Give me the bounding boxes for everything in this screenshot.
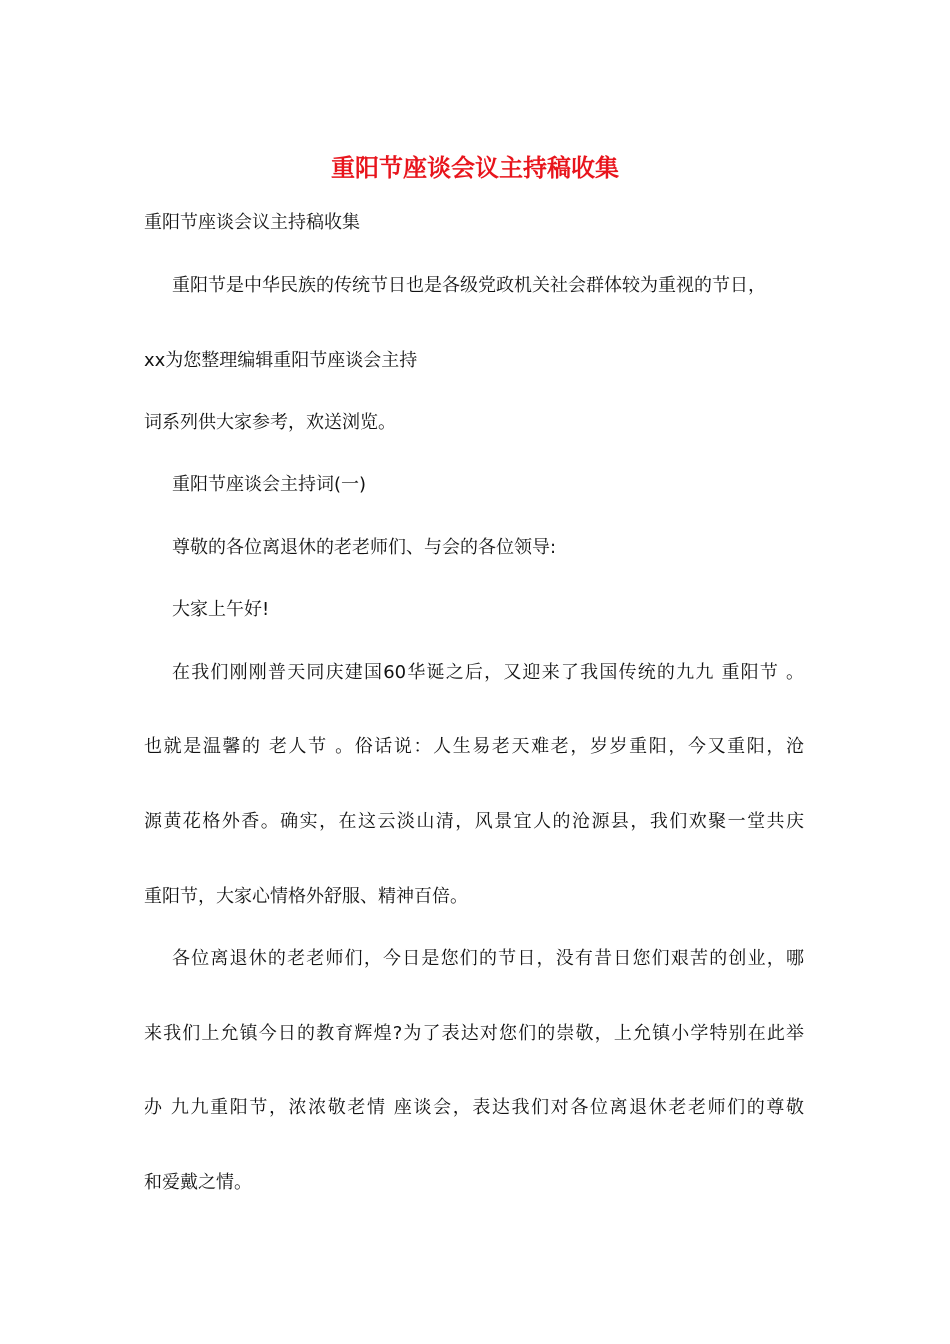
paragraph-line-11: 各位离退休的老老师们，今日是您们的节日，没有昔日您们艰苦的创业，哪	[172, 948, 804, 969]
paragraph-line-3: 词系列供大家参考，欢送浏览。	[144, 412, 396, 433]
paragraph-line-13: 办 九九重阳节，浓浓敬老情 座谈会，表达我们对各位离退休老老师们的尊敬	[144, 1097, 804, 1118]
paragraph-line-1: 重阳节是中华民族的传统节日也是各级党政机关社会群体较为重视的节日，	[172, 275, 766, 296]
paragraph-line-8: 也就是温馨的 老人节 。俗话说：人生易老天难老，岁岁重阳，今又重阳，沧	[144, 736, 804, 757]
paragraph-line-10: 重阳节，大家心情格外舒服、精神百倍。	[144, 886, 468, 907]
section-heading: 重阳节座谈会主持词(一)	[172, 474, 367, 495]
paragraph-line-2: xx为您整理编辑重阳节座谈会主持	[144, 350, 418, 371]
document-title: 重阳节座谈会议主持稿收集	[331, 154, 619, 182]
document-subtitle: 重阳节座谈会议主持稿收集	[144, 212, 360, 233]
paragraph-line-9: 源黄花格外香。确实，在这云淡山清，风景宜人的沧源县，我们欢聚一堂共庆	[144, 811, 804, 832]
paragraph-line-12: 来我们上允镇今日的教育辉煌?为了表达对您们的崇敬，上允镇小学特别在此举	[144, 1023, 804, 1044]
paragraph-line-14: 和爱戴之情。	[144, 1172, 252, 1193]
greeting-line: 大家上午好!	[172, 599, 270, 620]
paragraph-line-7: 在我们刚刚普天同庆建国60华诞之后，又迎来了我国传统的九九 重阳节 。	[172, 662, 804, 683]
salutation-line: 尊敬的各位离退休的老老师们、与会的各位领导:	[172, 537, 557, 558]
